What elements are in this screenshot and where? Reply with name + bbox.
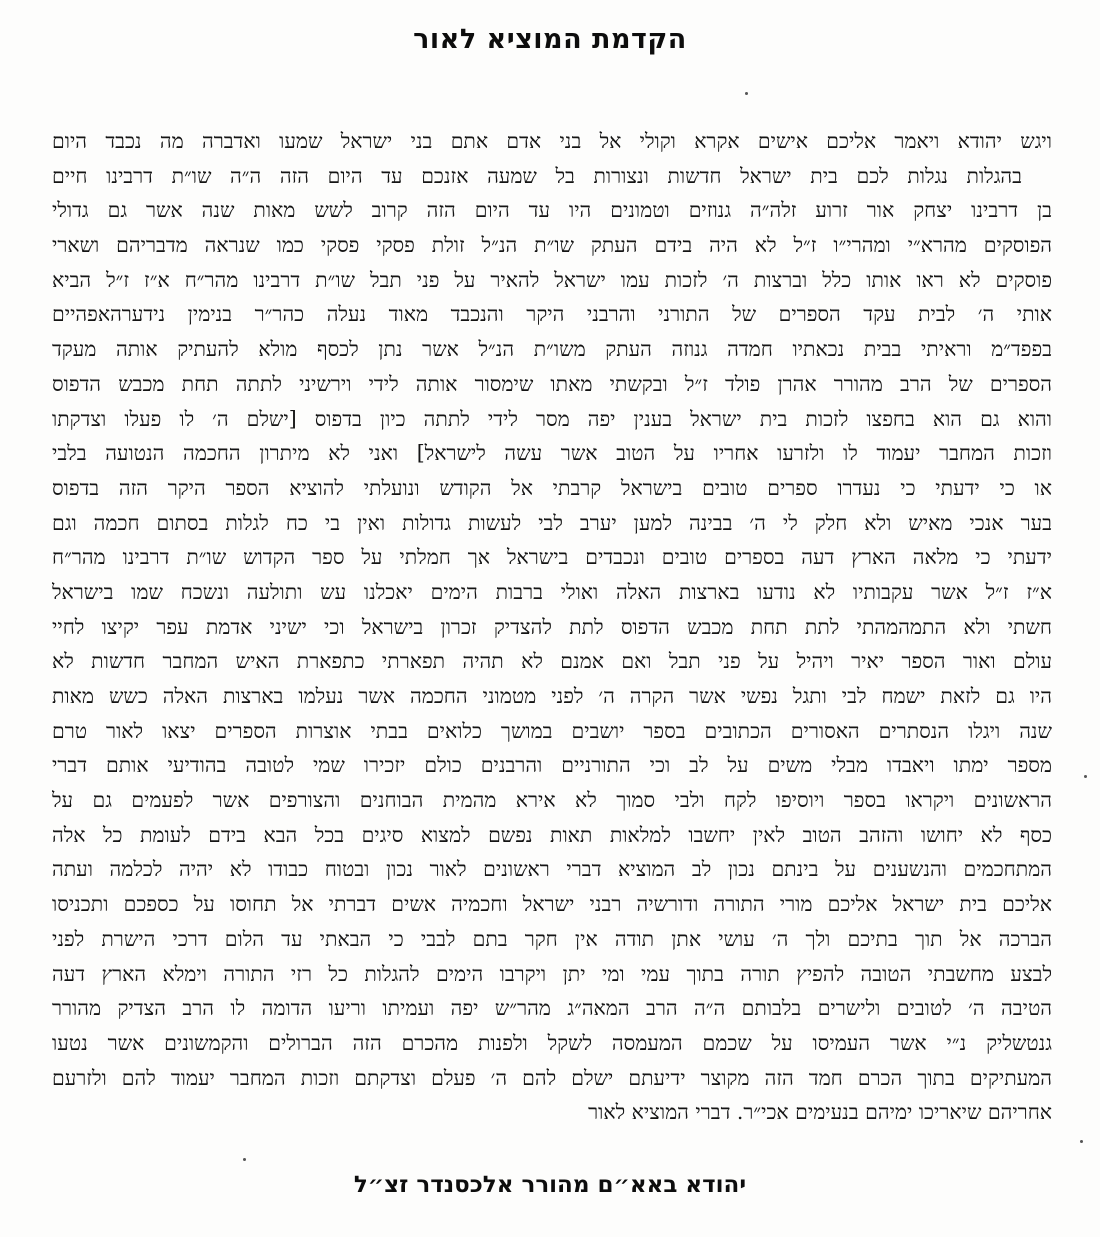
scan-speck (745, 92, 748, 95)
text-line: שנה ויגלו הנסתרים האסורים הכתובים בספר יושבים במושך כלואים בבתי אוצרות הספרים יצאו לאור טרם (52, 718, 1052, 743)
page-title: הקדמת המוציא לאור (413, 24, 687, 55)
text-line: הפוסקים מהרא״י ומהרי״ו ז״ל לא היה בידם העתק שו״ת הנ״ל זולת פסקי פסקי כמו שנראה מדבריהם ושארי (52, 233, 1052, 258)
text-line: הראשונים ויקראו בספר ויוסיפו לקח ולבי סמוך לא אירא מהמית הבוחנים והצורפים אשר לפעמים גם על (52, 788, 1052, 813)
text-line-closing: אחריהם שיאריכו ימיהם בנעימים אכי״ר. דברי המוציא לאור (588, 1100, 1052, 1125)
text-line: בהגלות נגלות לכם בית ישראל חדשות ונצורות בל שמעה אזנכם עד היום הזה ה״ה שו״ת דרבינו חיים (52, 163, 1022, 188)
text-line: הספרים של הרב מהורר אהרן פולד ז״ל ובקשתי מאתו שימסור אותה לידי וירשיני לתתה תחת מכבש הדפוס (52, 371, 1052, 396)
text-line: חשתי ולא התמהמהתי לתת תחת מכבש הדפוס לתת להצדיק זכרון בישראל וכי ישיני אדמת עפר יקיצו לחיי (52, 614, 1052, 639)
text-line: בן דרבינו יצחק אור זרוע זלה״ה גנוזים וטמונים היו עד היום הזה קרוב לשש מאות שנה אשר גם גדולי (52, 198, 1052, 223)
text-line: או כי ידעתי כי נעדרו ספרים טובים בישראל קרבתי אל הקודש ונועלתי להוציא הספר היקר הזה בדפוס (52, 475, 1052, 500)
scan-speck (1084, 775, 1087, 778)
text-line: המעתיקים בתוך הכרם חמד הזה מקוצר ידיעתם ישלם להם ה׳ פעלם וצדקתם וזכות המחבר יעמוד להם ולזרעם (52, 1065, 1052, 1090)
text-line: אותי ה׳ לבית עקד הספרים של התורני והרבני היקר והנכבד מאוד נעלה כהר״ר בנימין נידערהאפהיים (52, 302, 1052, 327)
text-line: עולם ואור הספר יאיר ויהיל על פני תבל ואם אמנם לא תהיה תפארתי כתפארת האיש המחבר חדשות לא (52, 649, 1052, 674)
text-line: אליכם בית ישראל אליכם מורי התורה ודורשיה רבני ישראל וחכמיה אשים דברתי אל תחוסו על כספכם ותכניסו (52, 892, 1052, 917)
text-line: המתחכמים והנשענים על בינתם נכון לב המוציא דברי ראשונים לאור נכון ובטוח כבודו לא יהיה לכלמה ועתה (52, 857, 1052, 882)
text-line: גנטשליק נ״י אשר העמיסו על שכמם המעמסה לשקל ולפנות מהכרם הזה הברולים והקמשונים אשר נטעו (52, 1030, 1052, 1055)
text-line: בער אנכי מאיש ולא חלק לי ה׳ בבינה למען יערב לבי לעשות גדולות ואין בי כח לגלות בסתום חכמה וגם (52, 510, 1052, 535)
introduction-body (52, 124, 1052, 1130)
text-line: בפפד״מ וראיתי בבית נכאתיו חמדה גנוזה העתק משו״ת הנ״ל אשר נתן לכסף מולא להעתיק אותה מעקד (52, 337, 1052, 362)
text-line: ידעתי כי מלאה הארץ דעה בספרים טובים ונכבדים בישראל אך חמלתי על ספר הקדוש שו״ת דרבינו מהר״ח (52, 545, 1052, 570)
text-line: הטיבה ה׳ לטובים ולישרים בלבותם ה״ה הרב המאה״ג מהר״ש יפה ועמיתו וריעו הדומה לו הרב הצדיק מהורר (52, 996, 1052, 1021)
text-line: ויגש יהודא ויאמר אליכם אישים אקרא וקולי אל בני אדם אתם בני ישראל שמעו ואדברה מה נכבד היום (52, 129, 1052, 153)
scan-speck (1080, 1140, 1083, 1143)
text-line: היו גם לזאת ישמח לבי ותגל נפשי אשר הקרה ה׳ לפני מטמוני החכמה אשר נעלמו בארצות האלה כשש מאות (52, 684, 1052, 708)
text-line: כסף לא יחושו והזהב הטוב לאין יחשבו למלאות תאות נפשם למצוא סיגים בכל הבא בידם לעומת כל אלה (52, 822, 1052, 847)
text-line: והוא גם הוא בחפצו לזכות בית ישראל בענין יפה מסר לידי לתתה כיון בדפוס [ישלם ה׳ לו פעלו וצדקתו (52, 406, 1052, 431)
text-line: פוסקים לא ראו אותו כלל וברצות ה׳ לזכות עמו ישראל להאיר על פני תבל שו״ת דרבינו מהר״ח א״ז ז״ל הביא (52, 267, 1052, 292)
publisher-signature: יהודא באא״ם מהורר אלכסנדר זצ״ל (353, 1172, 747, 1198)
text-line: וזכות המחבר יעמוד לו ולזרעו אחריו על הטוב אשר עשה לישראל] ואני לא מיתרון החכמה הנטועה בלבי (52, 441, 1052, 466)
text-line: מספר ימתו ויאבדו מבלי משים על לב וכי התורניים והרבנים כולם יזכירו שמי לטובה בהודיעי אותם דברי (52, 753, 1052, 778)
text-line: הברכה אל תוך בתיכם ולך ה׳ עושי אתן תודה אין חקר בתם לבבי כי הבאתי עד הלום דרכי הישרת לפני (52, 926, 1052, 951)
text-line: לבצע מחשבתי הטובה להפיץ תורה בתוך עמי ומי יתן ויקרבו הימים להגלות כל רזי התורה וימלא הארץ דעה (52, 961, 1052, 986)
scan-speck (243, 1158, 246, 1161)
text-line: א״ז ז״ל אשר עקבותיו לא נודעו בארצות האלה ואולי ברבות הימים יאכלנו עש ותולעה ונשכח שמו בישראל (52, 579, 1052, 604)
